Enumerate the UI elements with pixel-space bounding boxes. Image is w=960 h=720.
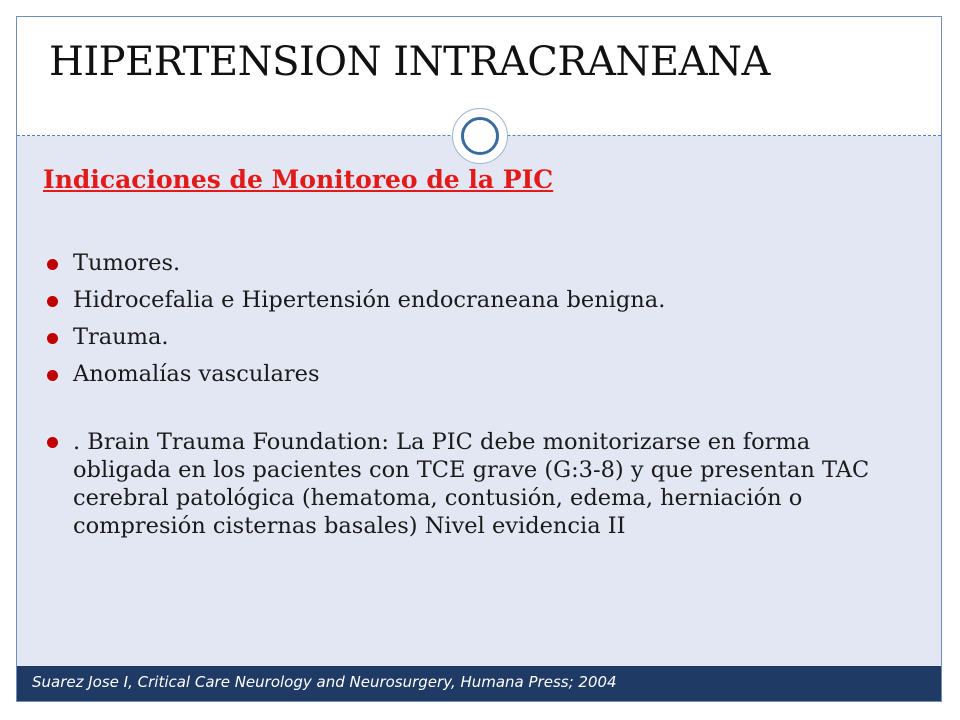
circle-ornament (452, 108, 508, 164)
bullet-item: . Brain Trauma Foundation: La PIC debe monitorizarse en forma obligada en los pacientes con TCE grave (G:3-8) y que presentan TAC cerebral patológica (hematoma, contusión, edema, herniación o compresión cisternas basales) Nivel evidencia II (41, 428, 891, 540)
bullet-item: Hidrocefalia e Hipertensión endocraneana benigna. (41, 282, 891, 319)
footer-bar (17, 666, 941, 701)
slide-title: HIPERTENSION INTRACRANEANA (49, 39, 770, 85)
bullet-item: Anomalías vasculares (41, 356, 891, 393)
circle-ring (461, 117, 499, 155)
bullet-item: Tumores. (41, 245, 891, 282)
bullet-item: Trauma. (41, 319, 891, 356)
bullet-list (41, 245, 891, 540)
footer-citation: Suarez Jose I, Critical Care Neurology and Neurosurgery, Humana Press; 2004 (32, 673, 617, 691)
slide-frame (16, 16, 942, 702)
slide-subtitle: Indicaciones de Monitoreo de la PIC (43, 165, 554, 194)
